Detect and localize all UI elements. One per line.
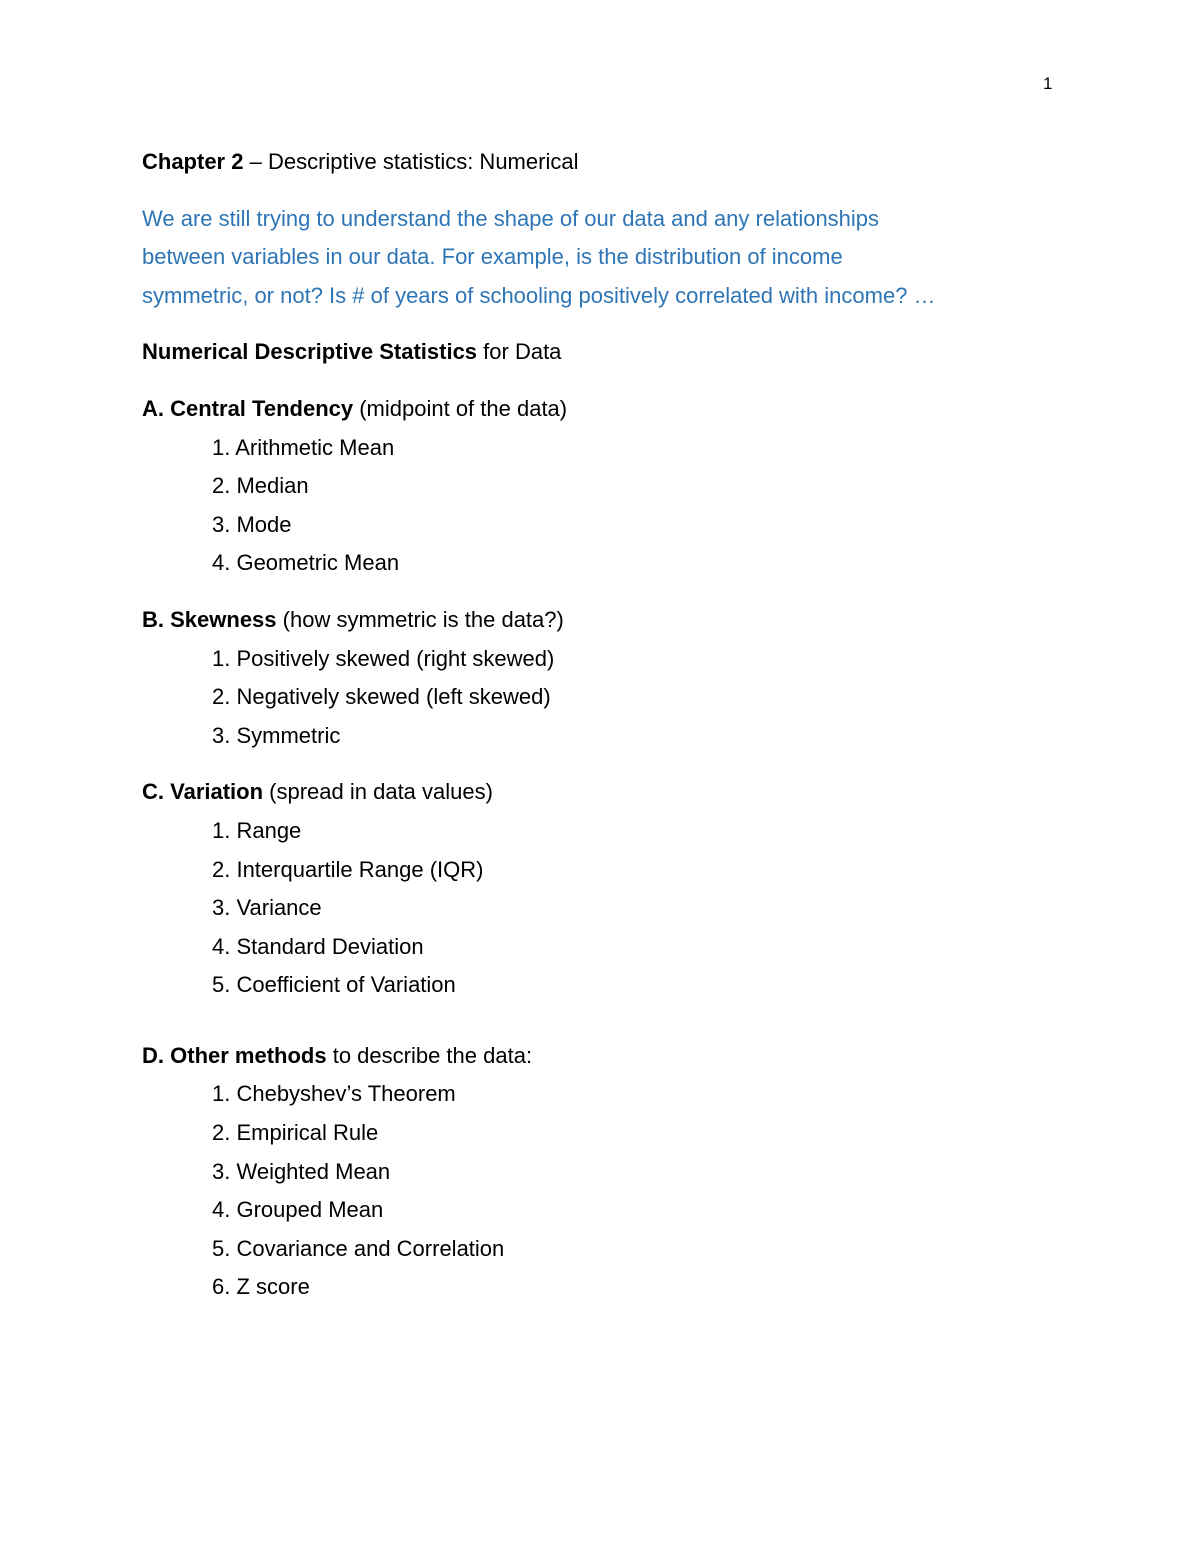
section-item-list bbox=[142, 812, 1062, 1005]
list-item: 1. Chebyshev’s Theorem bbox=[212, 1081, 456, 1107]
list-item: 3. Mode bbox=[212, 511, 292, 537]
intro-line: between variables in our data. For example, is the distribution of income bbox=[142, 244, 843, 270]
list-item: 3. Variance bbox=[212, 895, 322, 921]
intro-line: symmetric, or not? Is # of years of schooling positively correlated with income? … bbox=[142, 282, 936, 308]
list-item: 2. Empirical Rule bbox=[212, 1120, 379, 1146]
section-letter: C. bbox=[142, 779, 164, 805]
list-item: 6. Z score bbox=[212, 1274, 310, 1300]
section-heading bbox=[142, 390, 1062, 429]
chapter-title-rest: – Descriptive statistics: Numerical bbox=[243, 149, 579, 174]
list-item: 4. Geometric Mean bbox=[212, 550, 400, 576]
list-item: 2. Median bbox=[212, 473, 309, 499]
list-item: 1. Positively skewed (right skewed) bbox=[212, 645, 555, 671]
intro-line: We are still trying to understand the shape of our data and any relationships bbox=[142, 205, 880, 231]
section-heading bbox=[142, 773, 1062, 812]
subtitle-rest: for Data bbox=[477, 339, 562, 365]
chapter-title-bold: Chapter 2 bbox=[142, 149, 244, 174]
section-central-tendency bbox=[142, 390, 1062, 583]
section-skewness bbox=[142, 601, 1062, 755]
section-item-list bbox=[142, 429, 1062, 583]
section-letter: B. bbox=[142, 606, 164, 632]
list-item: 2. Negatively skewed (left skewed) bbox=[212, 684, 551, 710]
section-letter: A. bbox=[142, 395, 164, 421]
intro-paragraph bbox=[142, 200, 1062, 316]
section-letter: D. bbox=[142, 1042, 164, 1068]
section-item-list bbox=[142, 640, 1062, 756]
subtitle-bold: Numerical Descriptive Statistics bbox=[142, 339, 478, 365]
section-item-list bbox=[142, 1075, 1062, 1307]
section-note: (spread in data values) bbox=[263, 779, 493, 805]
list-item: 2. Interquartile Range (IQR) bbox=[212, 856, 484, 882]
list-item: 5. Covariance and Correlation bbox=[212, 1235, 505, 1261]
section-heading bbox=[142, 1037, 1062, 1076]
section-note: to describe the data: bbox=[326, 1042, 533, 1068]
list-item: 4. Standard Deviation bbox=[212, 933, 424, 959]
chapter-title bbox=[142, 143, 1062, 182]
section-variation bbox=[142, 773, 1062, 1005]
section-name: Skewness bbox=[170, 606, 277, 632]
section-note: (midpoint of the data) bbox=[353, 395, 568, 421]
section-heading bbox=[142, 601, 1062, 640]
document-body bbox=[142, 143, 1062, 1325]
section-name: Central Tendency bbox=[170, 395, 354, 421]
section-subtitle bbox=[142, 333, 1062, 372]
list-item: 5. Coefficient of Variation bbox=[212, 972, 456, 998]
list-item: 3. Weighted Mean bbox=[212, 1158, 391, 1184]
list-item: 3. Symmetric bbox=[212, 722, 341, 748]
list-item: 4. Grouped Mean bbox=[212, 1197, 384, 1223]
list-item: 1. Arithmetic Mean bbox=[212, 434, 395, 460]
section-name: Variation bbox=[170, 779, 264, 805]
page-number: 1 bbox=[1043, 74, 1053, 93]
section-name: Other methods bbox=[170, 1042, 327, 1068]
list-item: 1. Range bbox=[212, 817, 302, 843]
section-other-methods bbox=[142, 1037, 1062, 1307]
section-note: (how symmetric is the data?) bbox=[276, 606, 564, 632]
